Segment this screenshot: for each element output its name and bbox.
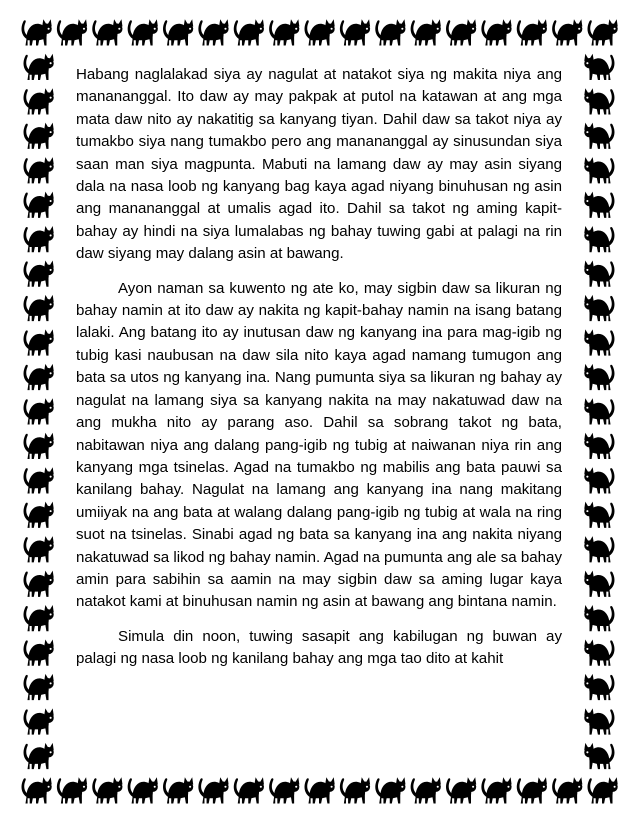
black-cat-icon [128,19,158,45]
black-cat-icon [24,467,54,493]
black-cat-icon [22,19,52,45]
document-body [76,64,562,683]
black-cat-icon [481,19,511,45]
black-cat-icon [584,708,614,734]
black-cat-icon [128,777,158,803]
black-cat-icon [517,19,547,45]
black-cat-icon [584,192,614,218]
black-cat-icon [24,398,54,424]
black-cat-icon [340,777,370,803]
black-cat-icon [24,433,54,459]
black-cat-icon [163,19,193,45]
black-cat-icon [24,502,54,528]
black-cat-icon [24,571,54,597]
black-cat-icon [24,295,54,321]
black-cat-icon [375,19,405,45]
black-cat-icon [24,605,54,631]
black-cat-icon [552,777,582,803]
black-cat-icon [24,674,54,700]
black-cat-icon [584,571,614,597]
black-cat-icon [411,777,441,803]
black-cat-icon [411,19,441,45]
black-cat-icon [517,777,547,803]
paragraph-1: Habang naglalakad siya ay nagulat at natakot siya ng makita niya ang manananggal. Ito daw ay may pakpak at putol na katawan at ang mga mata daw nito ay nakatitig sa kanyang tiyan. Dahil daw sa takot niya ay tumakbo siya nang tumakbo pero ang manananggal ay sinusundan siya saan man siya magpunta. Mabuti na lamang daw ay may asin siyang dala na nasa loob ng kanyang bag kaya agad niyang binuhusan ng asin ang manananggal at umalis agad ito. Dahil sa takot ng aming kapit-bahay ay hindi na siya lumalabas ng bahay tuwing gabi at palagi na rin daw siyang may dalang asin at bawang. [76,66,562,263]
black-cat-icon [584,743,614,769]
black-cat-icon [24,260,54,286]
black-cat-icon [588,777,618,803]
black-cat-icon [269,19,299,45]
black-cat-icon [584,157,614,183]
black-cat-icon [24,157,54,183]
black-cat-icon [24,743,54,769]
black-cat-icon [92,19,122,45]
black-cat-icon [446,777,476,803]
black-cat-icon [305,19,335,45]
black-cat-icon [584,605,614,631]
black-cat-icon [584,123,614,149]
black-cat-icon [92,777,122,803]
black-cat-icon [446,19,476,45]
black-cat-icon [584,54,614,80]
black-cat-icon [305,777,335,803]
black-cat-icon [198,777,228,803]
black-cat-icon [24,54,54,80]
black-cat-icon [198,19,228,45]
black-cat-icon [584,639,614,665]
black-cat-icon [481,777,511,803]
black-cat-icon [24,192,54,218]
black-cat-icon [24,639,54,665]
black-cat-icon [24,329,54,355]
black-cat-icon [584,260,614,286]
black-cat-icon [584,398,614,424]
black-cat-icon [57,777,87,803]
black-cat-icon [588,19,618,45]
paragraph-2: Ayon naman sa kuwento ng ate ko, may sigbin daw sa likuran ng bahay namin at ito daw ay nakita ng kapit-bahay namin na isang batang lalaki. Ang batang ito ay inutusan daw ng kanyang ina para mag-igib ng tubig kasi naubusan na daw sila nito kaya agad namang tumugon ang bata sa utos ng kanyang ina. Nang pumunta siya sa likuran ng bahay ay nagulat na lamang siya sa kanyang nakita na may nakatuwad daw na ang mukha nito ay parang aso. Dahil sa sobrang takot ng bata, nabitawan niya ang dalang pang-igib ng tubig at naiwanan niya rin ang kanyang mga tsinelas. Agad na tumakbo ng mabilis ang bata pauwi sa kanilang bahay. Nagulat na lamang ang kanyang ina nang makitang umiiyak na ang bata at walang dalang pang-igib ng tubig at wala na ring suot na tsinelas. Sinabi agad ng bata sa kanyang ina ang nakita niyang nakatuwad sa likod ng bahay namin. Agad na pumunta ang ale sa bahay amin para sabihin sa aamin na may sigbin daw sa aming lugar kaya natakot kami at binuhusan namin ng asin at bawang ang bintana namin. [76,279,562,611]
black-cat-icon [584,295,614,321]
black-cat-icon [24,226,54,252]
black-cat-icon [584,364,614,390]
black-cat-icon [163,777,193,803]
black-cat-icon [269,777,299,803]
black-cat-icon [340,19,370,45]
black-cat-icon [584,88,614,114]
black-cat-icon [22,777,52,803]
black-cat-icon [584,536,614,562]
black-cat-icon [24,123,54,149]
black-cat-icon [375,777,405,803]
black-cat-icon [234,777,264,803]
black-cat-icon [24,364,54,390]
black-cat-icon [584,502,614,528]
black-cat-icon [584,433,614,459]
black-cat-icon [584,226,614,252]
black-cat-icon [584,329,614,355]
black-cat-icon [24,88,54,114]
black-cat-icon [552,19,582,45]
black-cat-icon [234,19,264,45]
black-cat-icon [57,19,87,45]
paragraph-3: Simula din noon, tuwing sasapit ang kabilugan ng buwan ay palagi ng nasa loob ng kanilang bahay ang mga tao dito at kahit [76,627,562,668]
black-cat-icon [24,708,54,734]
black-cat-icon [24,536,54,562]
black-cat-icon [584,674,614,700]
black-cat-icon [584,467,614,493]
